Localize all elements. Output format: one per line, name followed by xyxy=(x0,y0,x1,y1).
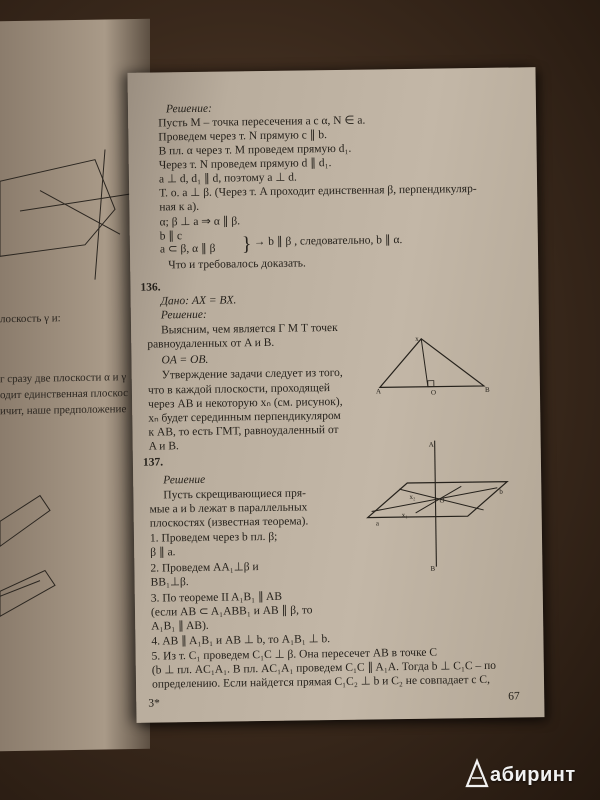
fig-label: b xyxy=(499,487,503,496)
text-line: Пусть M – точка пересечения a с α, N ∈ a. xyxy=(158,114,366,130)
left-line: лоскость γ и: xyxy=(0,312,61,326)
text-line: 3. По теореме II A₁B₁ ∥ AB xyxy=(150,590,283,605)
text-line: Проведем через т. N прямую c ∥ b. xyxy=(158,129,328,144)
watermark-text: абиринт xyxy=(490,764,576,786)
solution-heading: Решение xyxy=(163,473,206,487)
labirint-watermark xyxy=(464,756,582,790)
text-line: OA = OB. xyxy=(161,353,209,367)
solution-heading: Решение: xyxy=(160,308,207,322)
text-line: 2. Проведем AA₁⊥β и xyxy=(150,561,259,575)
text-line: плоскостях (известная теорема). xyxy=(149,515,309,530)
parallelogram-figure xyxy=(359,437,521,579)
left-line: ичит, наше предположение xyxy=(0,403,127,418)
fig-label: O xyxy=(430,388,437,397)
fig-label: B xyxy=(430,564,436,573)
text-line: В пл. α через т. M проведем прямую d₁. xyxy=(158,142,352,158)
text-line: Утверждение задачи следует из того, xyxy=(161,366,343,382)
left-plane-figure xyxy=(0,139,150,292)
text-line: Через т. N проведем прямую d ∥ d₁. xyxy=(158,157,332,172)
text-line: α; β ⊥ a ⇒ α ∥ β. xyxy=(159,215,241,229)
text-line: BB₁⊥β. xyxy=(150,576,189,589)
fig-label: x xyxy=(415,334,419,343)
problem-number: 136. xyxy=(140,281,161,294)
text-line: (если AB ⊂ A₁ABB₁ и AB ∥ β, то xyxy=(150,604,313,619)
text-line: определению. Если найдется прямая C₁C₂ ⊥ b и C₂ не совпадает с C, xyxy=(151,673,490,691)
system-line: b ∥ c xyxy=(159,230,183,243)
triangle-figure xyxy=(375,329,516,411)
fig-label: x₂ xyxy=(409,492,416,501)
text-line: равноудаленных от A и B. xyxy=(147,336,275,351)
fig-label: O xyxy=(439,496,445,505)
problem-number: 137. xyxy=(142,456,164,469)
left-planes-figure xyxy=(0,489,150,632)
text-line: β ∥ a. xyxy=(150,546,176,559)
fig-label: B xyxy=(484,385,490,394)
text-line: a ⊥ d, d₁ ∥ d, поэтому a ⊥ d. xyxy=(158,171,297,186)
fig-label: a xyxy=(375,519,379,528)
fig-label: A xyxy=(428,440,434,449)
text-line: A₁B₁ ∥ AB). xyxy=(151,619,209,633)
text-line: Что и требовалось доказать. xyxy=(168,257,306,272)
left-line: одит единственная плоскос xyxy=(0,387,128,402)
text-line: 5. Из т. C₁ проведем C₁C ⊥ β. Она пересечет AB в точке C xyxy=(151,646,438,663)
text-line: ная к a). xyxy=(159,200,200,214)
text-line: 1. Проведем через b пл. β; xyxy=(149,530,278,545)
text-line: Выясним, чем является Г М Т точек xyxy=(160,321,338,337)
footer-mark: 3* xyxy=(148,697,160,710)
text-line: через AB и некоторую xₙ (см. рисунок), xyxy=(148,395,343,411)
text-line: к AB, то есть ГМТ, равноудаленный от xyxy=(148,423,339,439)
given: Дано: AX = BX. xyxy=(160,294,237,308)
text-line: → b ∥ β , следовательно, b ∥ α. xyxy=(253,234,403,249)
system-line: a ⊂ β, α ∥ β xyxy=(159,242,216,256)
left-line: г сразу две плоскости α и γ xyxy=(0,371,127,386)
labirint-logo-icon xyxy=(464,758,490,788)
fig-label: x₁ xyxy=(401,511,408,520)
solution-heading: Решение: xyxy=(165,102,212,116)
page-number: 67 xyxy=(508,690,520,703)
text-line: мые a и b лежат в параллельных xyxy=(149,501,308,516)
brace: } xyxy=(241,233,252,256)
text-line: Пусть скрещивающиеся пря- xyxy=(163,487,306,502)
text-line: 4. AB ∥ A₁B₁ и AB ⊥ b, то A₁B₁ ⊥ b. xyxy=(151,633,331,648)
fig-label: A xyxy=(375,387,382,396)
text-line: xₙ будет серединным перпендикуляром xyxy=(148,409,341,425)
right-page xyxy=(127,67,544,723)
text-line: A и B. xyxy=(148,440,179,453)
text-line: (b ⊥ пл. AC₁A₁. В пл. AC₁A₁ проведем C₁C ∥ A₁A. Тогда b ⊥ C₁C – по xyxy=(151,659,497,677)
text-line: Т. о. a ⊥ β. (Через т. A проходит единственная β, перпендикуляр- xyxy=(159,183,477,200)
text-line: что в каждой плоскости, проходящей xyxy=(147,382,331,397)
